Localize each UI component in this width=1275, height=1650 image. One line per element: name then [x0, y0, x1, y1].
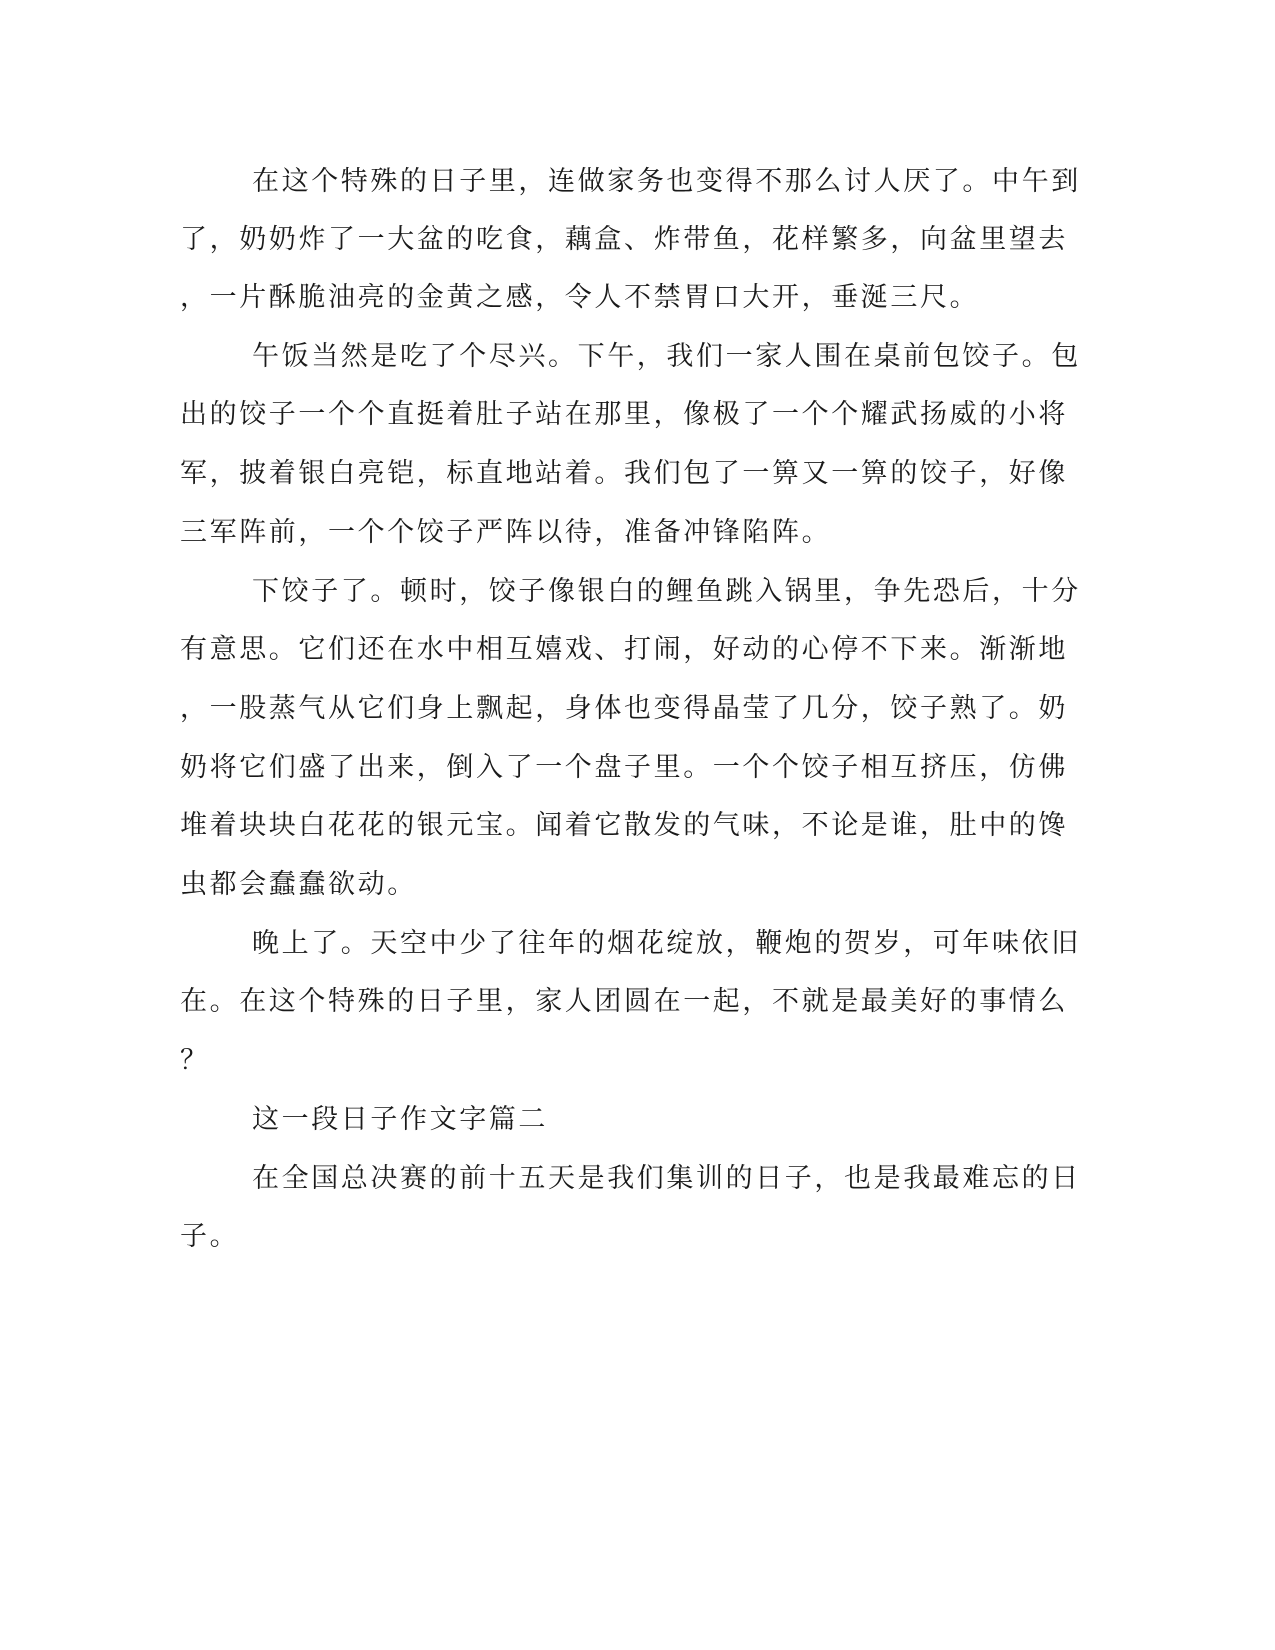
text-line: 子。: [180, 1221, 240, 1252]
text-line: 了，奶奶炸了一大盆的吃食，藕盒、炸带鱼，花样繁多，向盆里望去: [180, 224, 1068, 255]
text-line: 午饭当然是吃了个尽兴。下午，我们一家人围在桌前包饺子。包: [252, 341, 1081, 372]
text-line: 在全国总决赛的前十五天是我们集训的日子，也是我最难忘的日: [252, 1163, 1081, 1194]
text-line: 奶将它们盛了出来，倒入了一个盘子里。一个个饺子相互挤压，仿佛: [180, 752, 1068, 783]
text-line: 出的饺子一个个直挺着肚子站在那里，像极了一个个耀武扬威的小将: [180, 399, 1068, 430]
text-line: 虫都会蠢蠢欲动。: [180, 869, 417, 900]
text-line: 下饺子了。顿时，饺子像银白的鲤鱼跳入锅里，争先恐后，十分: [252, 576, 1081, 607]
text-line: 有意思。它们还在水中相互嬉戏、打闹，好动的心停不下来。渐渐地: [180, 634, 1068, 665]
section-heading: 这一段日子作文字篇二: [252, 1104, 548, 1135]
text-line: 三军阵前，一个个饺子严阵以待，准备冲锋陷阵。: [180, 517, 832, 548]
text-line: 军，披着银白亮铠，标直地站着。我们包了一箅又一箅的饺子，好像: [180, 458, 1068, 489]
text-line: ，一片酥脆油亮的金黄之感，令人不禁胃口大开，垂涎三尺。: [180, 282, 980, 313]
text-line: ？: [180, 1045, 210, 1076]
text-line: 晚上了。天空中少了往年的烟花绽放，鞭炮的贺岁，可年味依旧: [252, 928, 1081, 959]
text-line: 在。在这个特殊的日子里，家人团圆在一起，不就是最美好的事情么: [180, 986, 1068, 1017]
text-line: 在这个特殊的日子里，连做家务也变得不那么讨人厌了。中午到: [252, 166, 1081, 197]
text-line: ，一股蒸气从它们身上飘起，身体也变得晶莹了几分，饺子熟了。奶: [180, 693, 1068, 724]
text-line: 堆着块块白花花的银元宝。闻着它散发的气味，不论是谁，肚中的馋: [180, 810, 1068, 841]
